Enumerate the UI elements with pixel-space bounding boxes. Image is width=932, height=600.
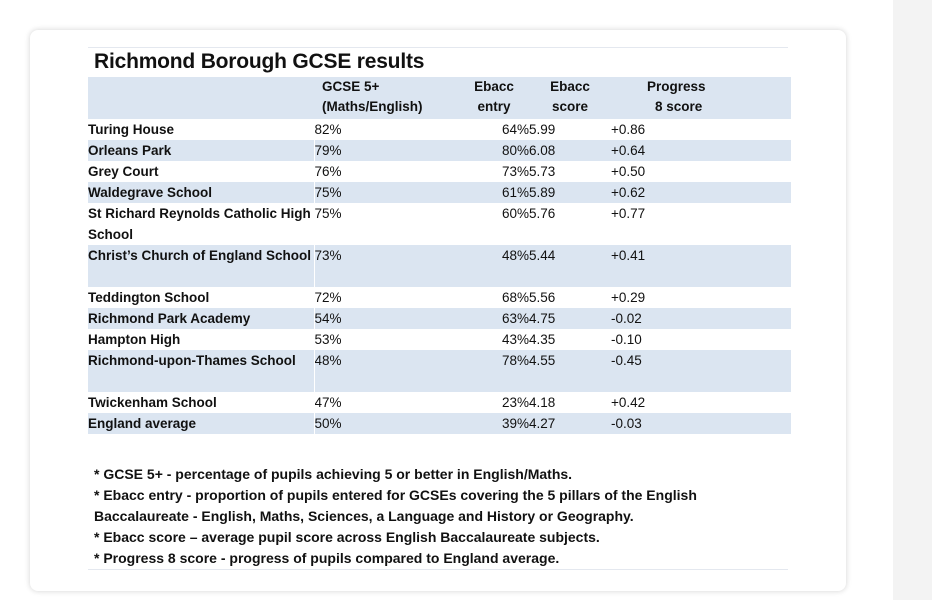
gcse-value: 50% (314, 413, 459, 434)
entry-value: 43% (501, 332, 529, 347)
progress-value: +0.50 (611, 164, 646, 179)
header-gcse-line1: GCSE 5+ (322, 79, 380, 94)
header-ebacc-entry (459, 77, 529, 119)
entry-value: 78% (501, 353, 529, 368)
progress-value: +0.77 (611, 206, 646, 221)
school-name: Twickenham School (88, 395, 217, 410)
document-title: Richmond Borough GCSE results (94, 50, 425, 73)
results-table (88, 77, 791, 434)
entry-value: 63% (501, 311, 529, 326)
progress-value: -0.03 (611, 416, 642, 431)
score-value: 4.55 (529, 353, 556, 368)
gcse-value: 73% (314, 245, 459, 287)
gcse-value: 54% (314, 308, 459, 329)
entry-value: 80% (501, 143, 529, 158)
gcse-value: 75% (314, 182, 459, 203)
table-row (88, 182, 791, 203)
table-row (88, 392, 791, 413)
school-name: Turing House (88, 122, 174, 137)
school-name: St Richard Reynolds Catholic High School (88, 206, 311, 242)
gcse-value: 75% (314, 203, 459, 245)
header-entry-line1: Ebacc (474, 79, 514, 94)
gcse-value: 53% (314, 329, 459, 350)
progress-value: +0.42 (611, 395, 646, 410)
footnotes (94, 464, 784, 569)
score-value: 5.89 (529, 185, 556, 200)
table-row (88, 329, 791, 350)
results-document-image (56, 32, 792, 572)
school-name: Grey Court (88, 164, 159, 179)
header-progress (611, 77, 791, 119)
score-value: 5.99 (529, 122, 556, 137)
entry-value: 23% (501, 395, 529, 410)
table-row (88, 140, 791, 161)
table-row (88, 203, 791, 245)
table-row (88, 245, 791, 287)
entry-value: 73% (501, 164, 529, 179)
header-score-line1: Ebacc (550, 79, 590, 94)
gcse-value: 72% (314, 287, 459, 308)
gcse-value: 79% (314, 140, 459, 161)
school-name: Hampton High (88, 332, 181, 347)
progress-value: +0.86 (611, 122, 646, 137)
school-name: Orleans Park (88, 143, 172, 158)
gcse-value: 48% (314, 350, 459, 392)
school-name: England average (88, 416, 197, 431)
score-value: 5.73 (529, 164, 556, 179)
school-name: Richmond-upon-Thames School (88, 353, 296, 368)
gcse-value: 82% (314, 119, 459, 140)
footnote-ebacc-score: * Ebacc score – average pupil score across English Baccalaureate subjects. (94, 529, 600, 545)
table-row (88, 350, 791, 392)
entry-value: 60% (501, 206, 529, 221)
bottom-divider (88, 569, 788, 570)
score-value: 5.76 (529, 206, 556, 221)
footnote-progress: * Progress 8 score - progress of pupils compared to England average. (94, 550, 560, 566)
table-row (88, 413, 791, 434)
progress-value: +0.41 (611, 248, 646, 263)
header-entry-line2: entry (477, 99, 511, 114)
progress-value: +0.64 (611, 143, 646, 158)
header-prog-line1: Progress (647, 79, 706, 94)
score-value: 4.18 (529, 395, 556, 410)
score-value: 4.27 (529, 416, 556, 431)
score-value: 4.35 (529, 332, 556, 347)
header-prog-line2: 8 score (655, 99, 703, 114)
progress-value: -0.45 (611, 353, 642, 368)
school-name: Christ’s Church of England School (88, 248, 312, 263)
entry-value: 61% (501, 185, 529, 200)
top-divider (88, 47, 788, 48)
right-side-panel (893, 0, 932, 600)
school-name: Waldegrave School (88, 185, 213, 200)
header-score-line2: score (551, 99, 589, 114)
header-ebacc-score (529, 77, 611, 119)
footnote-ebacc-entry: * Ebacc entry - proportion of pupils entered for GCSEs covering the 5 pillars of the English Baccalaureate - English, Maths, Sciences, a Language and History or Geography. (94, 487, 697, 524)
entry-value: 39% (501, 416, 529, 431)
score-value: 4.75 (529, 311, 556, 326)
header-gcse (314, 77, 459, 119)
progress-value: +0.29 (611, 290, 646, 305)
table-row (88, 119, 791, 140)
progress-value: -0.10 (611, 332, 642, 347)
entry-value: 64% (501, 122, 529, 137)
school-name: Teddington School (88, 290, 210, 305)
header-school (88, 77, 314, 119)
entry-value: 48% (501, 248, 529, 263)
header-gcse-line2: (Maths/English) (322, 99, 423, 114)
footnote-gcse: * GCSE 5+ - percentage of pupils achieving 5 or better in English/Maths. (94, 466, 573, 482)
table-row (88, 308, 791, 329)
entry-value: 68% (501, 290, 529, 305)
table-row (88, 161, 791, 182)
progress-value: +0.62 (611, 185, 646, 200)
gcse-value: 47% (314, 392, 459, 413)
school-name: Richmond Park Academy (88, 311, 251, 326)
table-header-row (88, 77, 791, 119)
score-value: 5.56 (529, 290, 556, 305)
table-row (88, 287, 791, 308)
score-value: 6.08 (529, 143, 556, 158)
progress-value: -0.02 (611, 311, 642, 326)
score-value: 5.44 (529, 248, 556, 263)
gcse-value: 76% (314, 161, 459, 182)
